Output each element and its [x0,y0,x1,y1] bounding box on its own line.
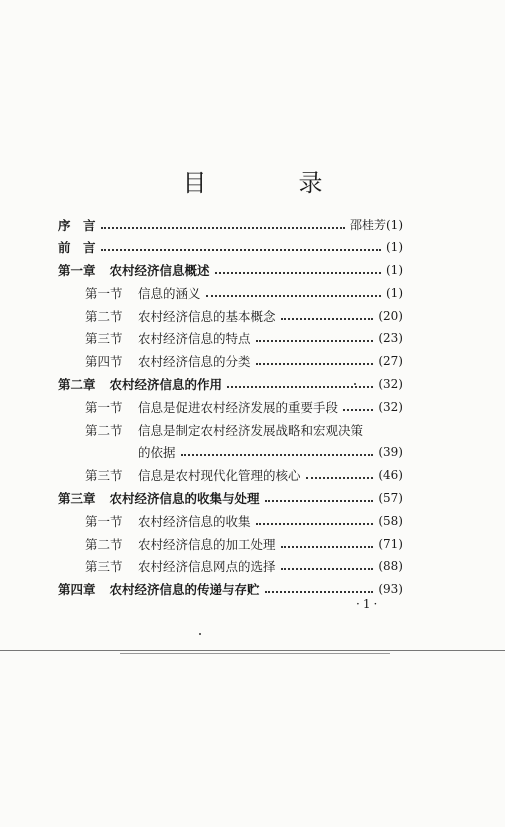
toc-entry-page: (20) [378,308,403,323]
toc-entry-section[interactable] [58,396,403,417]
toc-entry-title: 农村经济信息的基本概念 [138,308,276,324]
dot-leader [265,591,374,593]
toc-entry-section[interactable] [58,328,403,349]
toc-entry-page: (1) [386,217,403,232]
toc-entry-chapter-1[interactable] [58,260,403,281]
toc-entry-section[interactable] [58,465,403,486]
bottom-divider-secondary [120,653,390,654]
dot-leader [256,523,374,525]
toc-entry-title: 农村经济信息网点的选择 [138,559,276,575]
toc-entry-page: (93) [378,582,403,597]
toc-entry-title: 信息的涵义 [138,285,201,301]
toc-entry-page: (46) [378,468,403,483]
toc-entry-label: 第二节 [85,536,123,552]
page-title: 目 录 [182,169,357,197]
toc-entry-label: 第三节 [85,468,123,484]
toc-entry-section[interactable] [58,419,403,440]
toc-entry-label: 第一节 [85,399,123,415]
toc-entry-foreword[interactable] [58,237,403,258]
toc-entry-label: 第三节 [85,331,123,347]
toc-entry-section[interactable] [58,510,403,531]
toc-entry-page: (27) [378,354,403,369]
toc-entry-label: 第三章 [58,491,96,507]
toc-entry-section[interactable] [58,351,403,372]
toc-entry-label: 第四章 [58,582,96,598]
toc-entry-page: (1) [386,240,403,255]
toc-entry-section[interactable] [58,305,403,326]
toc-entry-label: 第三节 [85,559,123,575]
toc-entry-label: 第二章 [58,377,96,393]
toc-entry-chapter-3[interactable] [58,488,403,509]
dot-leader [101,249,381,251]
toc-entry-section[interactable] [58,533,403,554]
toc-entry-title: 农村经济信息的收集与处理 [109,491,260,507]
toc-entry-label: 第四节 [85,354,123,370]
toc-entry-title: 农村经济信息概述 [109,263,210,279]
toc-entry-label: 第一章 [58,263,96,279]
ink-speck [199,633,201,635]
dot-leader [256,363,374,365]
dot-leader [101,227,345,229]
dot-leader [343,409,373,411]
toc-entry-label: 第一节 [85,513,123,529]
toc-entry-page: (1) [386,263,403,278]
dot-leader [281,568,374,570]
dot-leader [265,500,374,502]
toc-entry-title: 农村经济信息的收集 [138,513,251,529]
toc-entry-page: (71) [378,536,403,551]
toc-entry-continuation[interactable] [58,442,403,463]
toc-entry-page: (88) [378,559,403,574]
toc-entry-page: (32) [378,377,403,392]
toc-entry-title: 农村经济信息的特点 [138,331,251,347]
ink-speck [354,383,356,385]
toc-entry-page: (39) [378,445,403,460]
toc-entry-label: 第二节 [85,308,123,324]
toc-entry-title: 信息是制定农村经济发展战略和宏观决策 [138,422,364,438]
toc-entry-title: 的依据 [138,445,176,461]
dot-leader [215,272,381,274]
table-of-contents [58,214,403,602]
toc-entry-page: (57) [378,491,403,506]
dot-leader [227,386,373,388]
page-number-footer: ·1· [356,597,381,611]
toc-entry-page: (1) [386,285,403,300]
toc-entry-chapter-2[interactable] [58,374,403,395]
dot-leader [181,454,374,456]
toc-entry-title: 农村经济信息的作用 [109,377,223,393]
dot-leader [281,546,374,548]
toc-entry-title: 序 言 [58,217,96,233]
toc-entry-title: 农村经济信息的分类 [138,354,251,370]
toc-entry-title: 前 言 [58,240,96,256]
toc-entry-title: 信息是农村现代化管理的核心 [138,468,301,484]
toc-entry-section[interactable] [58,282,403,303]
dot-leader [281,318,374,320]
dot-leader [256,340,374,342]
dot-leader [206,295,381,297]
toc-entry-title: 信息是促进农村经济发展的重要手段 [138,399,339,415]
toc-entry-label: 第一节 [85,285,123,301]
toc-entry-title: 农村经济信息的传递与存贮 [109,582,260,598]
toc-entry-author: 邵桂芳 [349,218,386,232]
toc-entry-page: (23) [378,331,403,346]
dot-leader [306,477,374,479]
toc-entry-chapter-4[interactable] [58,579,403,600]
bottom-divider [0,650,505,651]
toc-entry-preface[interactable] [58,214,403,235]
toc-entry-page: (32) [378,399,403,414]
toc-entry-label: 第二节 [85,422,123,438]
toc-entry-page: (58) [378,513,403,528]
toc-entry-section[interactable] [58,556,403,577]
toc-entry-title: 农村经济信息的加工处理 [138,536,276,552]
